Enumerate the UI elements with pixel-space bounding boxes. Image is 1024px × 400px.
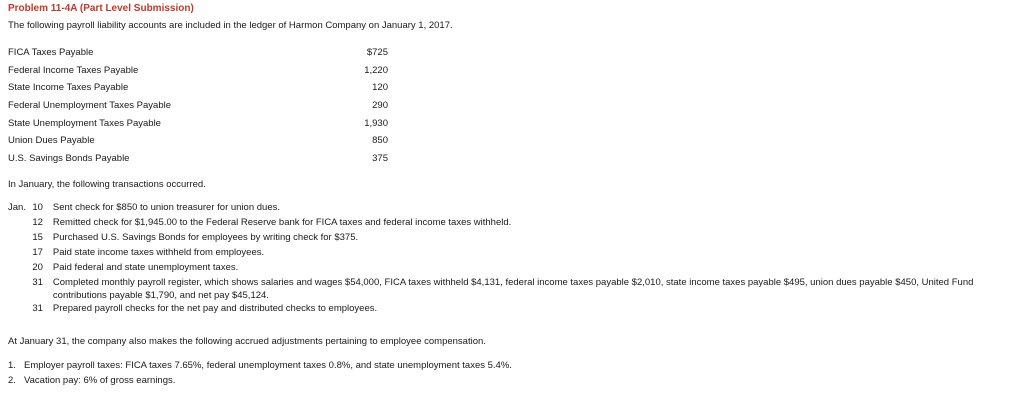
transactions-intro: In January, the following transactions occurred. [8,179,206,190]
adjustment-number: 1. [8,360,16,371]
transaction-day: 15 [32,232,43,243]
transactions-list [8,201,1020,317]
account-name: State Income Taxes Payable [8,82,129,94]
list-item [8,261,1020,276]
table-row [8,132,388,150]
transaction-text: Paid state income taxes withheld from employees. [52,247,265,258]
list-item [8,359,512,374]
transaction-day: 31 [32,303,43,314]
transaction-month: Jan. [8,202,26,213]
account-amount: 290 [372,100,388,112]
list-item [8,276,1020,302]
table-row [8,79,388,97]
transaction-day: 10 [32,202,43,213]
account-amount: 375 [372,152,388,164]
account-name: Union Dues Payable [8,135,95,147]
problem-intro: The following payroll liability accounts are included in the ledger of Harmon Company on January 1, 2017. [8,20,453,31]
transaction-day: 31 [32,277,43,288]
transaction-text: Sent check for $850 to union treasurer for union dues. [52,202,280,213]
list-item [8,374,512,389]
transaction-text: Remitted check for $1,945.00 to the Federal Reserve bank for FICA taxes and federal income taxes withheld. [52,217,512,228]
transaction-text: Prepared payroll checks for the net pay and distributed checks to employees. [52,303,378,314]
transaction-text: Purchased U.S. Savings Bonds for employees by writing check for $375. [52,232,359,243]
account-name: FICA Taxes Payable [8,47,94,59]
transaction-day: 20 [32,262,43,273]
transaction-day: 12 [32,217,43,228]
account-name: U.S. Savings Bonds Payable [8,152,130,164]
account-amount: $725 [366,47,388,59]
table-row [8,44,388,62]
transaction-day: 17 [32,247,43,258]
table-row [8,114,388,132]
table-row [8,62,388,80]
table-row [8,97,388,115]
adjustment-text: Employer payroll taxes: FICA taxes 7.65%, federal unemployment taxes 0.8%, and state unemployment taxes 5.4%. [24,360,512,371]
list-item [8,216,1020,231]
account-amount: 850 [372,135,388,147]
account-amount: 120 [372,82,388,94]
list-item [8,302,1020,317]
list-item [8,231,1020,246]
table-row [8,150,388,168]
account-name: Federal Income Taxes Payable [8,64,139,76]
transaction-text: Paid federal and state unemployment taxes. [52,262,239,273]
account-amount: 1,930 [364,117,388,129]
adjustments-intro: At January 31, the company also makes the following accrued adjustments pertaining to employee compensation. [8,336,486,347]
accounts-table [8,44,388,167]
list-item [8,246,1020,261]
account-amount: 1,220 [364,64,388,76]
adjustments-list [8,359,512,389]
transaction-text: Completed monthly payroll register, which shows salaries and wages $54,000, FICA taxes withheld $4,131, federal income taxes payable $2,010, state income taxes payable $495, union dues payable $450, United Fund contributions payable $1,790, and net pay $45,124. [52,277,974,301]
problem-title: Problem 11-4A (Part Level Submission) [8,3,194,14]
list-item [8,201,1020,216]
account-name: State Unemployment Taxes Payable [8,117,161,129]
adjustment-number: 2. [8,375,16,386]
adjustment-text: Vacation pay: 6% of gross earnings. [24,375,176,386]
account-name: Federal Unemployment Taxes Payable [8,100,171,112]
